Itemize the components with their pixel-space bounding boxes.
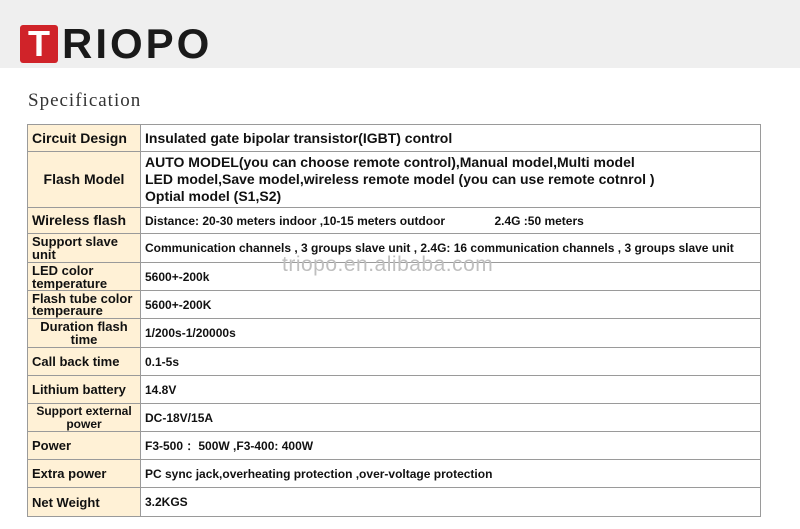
spec-row-flash-model: [28, 152, 761, 208]
spec-label: Support slave unit: [28, 234, 141, 263]
triopo-logo: [20, 20, 212, 68]
spec-row-net-weight: [28, 488, 761, 517]
spec-value: Insulated gate bipolar transistor(IGBT) control: [141, 125, 761, 152]
spec-value: 0.1-5s: [141, 348, 761, 376]
spec-label: Lithium battery: [28, 376, 141, 404]
spec-row-lithium: [28, 376, 761, 404]
spec-value: 1/200s-1/20000s: [141, 319, 761, 348]
spec-label: Power: [28, 432, 141, 460]
spec-value: PC sync jack,overheating protection ,over-voltage protection: [141, 460, 761, 488]
spec-label: Flash Model: [28, 152, 141, 208]
spec-value-line: Optial model (S1,S2): [145, 188, 282, 204]
spec-value: 5600+-200k: [141, 263, 761, 291]
section-title: Specification: [28, 90, 142, 111]
spec-label: Support external power: [28, 404, 141, 432]
watermark-text: triopo.en.alibaba.com: [282, 253, 494, 276]
spec-value: 14.8V: [141, 376, 761, 404]
spec-label: Circuit Design: [28, 125, 141, 152]
spec-row-extra-power: [28, 460, 761, 488]
spec-value: 5600+-200K: [141, 291, 761, 319]
logo-initial: T: [20, 25, 58, 63]
spec-value: [141, 208, 761, 234]
spec-value: DC-18V/15A: [141, 404, 761, 432]
spec-value-distance: Distance: 20-30 meters indoor ,10-15 meters outdoor: [145, 213, 446, 228]
logo-text: RIOPO: [62, 20, 213, 67]
spec-value-line: LED model,Save model,wireless remote model (you can use remote cotnrol ): [145, 171, 655, 187]
spec-value: F3-500 ：500W ,F3-400: 400W: [141, 432, 761, 460]
spec-label: Extra power: [28, 460, 141, 488]
spec-row-external-power: [28, 404, 761, 432]
spec-row-flash-tube-color: [28, 291, 761, 319]
spec-value-line: AUTO MODEL(you can choose remote control),Manual model,Multi model: [145, 154, 635, 170]
spec-label: LED color temperature: [28, 263, 141, 291]
spec-label: Call back time: [28, 348, 141, 376]
spec-label: Wireless flash: [28, 208, 141, 234]
spec-value-extra: 2.4G :50 meters: [494, 213, 584, 228]
spec-label: Flash tube color temperaure: [28, 291, 141, 319]
spec-label: Duration flash time: [28, 319, 141, 348]
spec-row-power: [28, 432, 761, 460]
spec-row-wireless-flash: [28, 208, 761, 234]
spec-value-multiline: [141, 152, 761, 208]
spec-value: 3.2KGS: [141, 488, 761, 517]
spec-label: Net Weight: [28, 488, 141, 517]
spec-row-call-back: [28, 348, 761, 376]
spec-row-circuit-design: [28, 125, 761, 152]
spec-table: [27, 124, 761, 517]
spec-value: Communication channels , 3 groups slave unit , 2.4G: 16 communication channels , 3 groups slave unit: [141, 234, 761, 263]
spec-row-duration: [28, 319, 761, 348]
